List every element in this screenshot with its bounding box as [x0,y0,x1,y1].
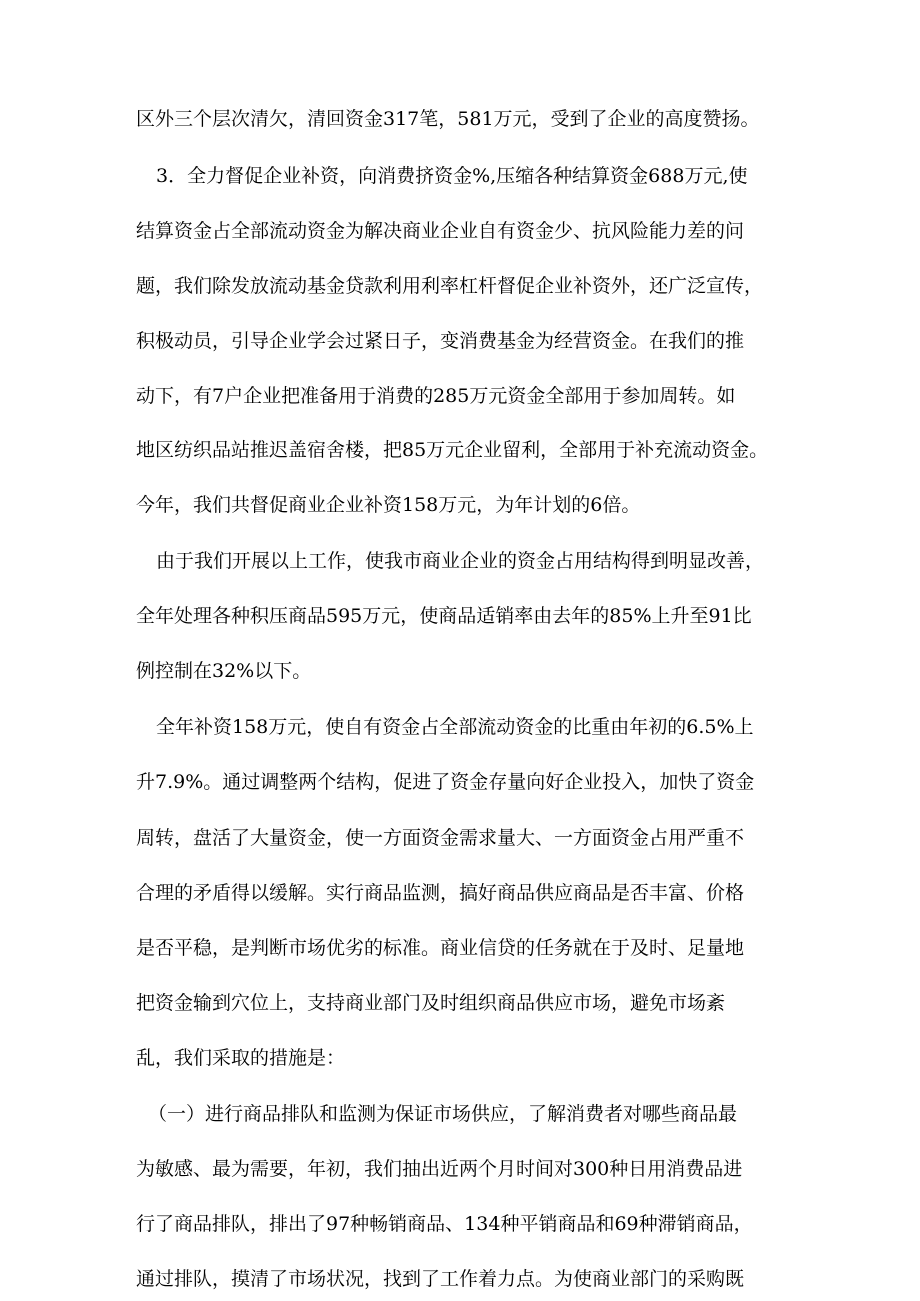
text-line: 题，我们除发放流动基金贷款利用利率杠杆督促企业补资外，还广泛宣传， [136,275,764,297]
text-line: 周转，盘活了大量资金，使一方面资金需求量大、一方面资金占用严重不 [136,827,745,849]
text-line: 3．全力督促企业补资，向消费挤资金%,压缩各种结算资金688万元,使 [156,165,748,187]
text-line: 为敏感、最为需要，年初，我们抽出近两个月时间对300种日用消费品进 [136,1158,743,1180]
text-line: 地区纺织品站推迟盖宿舍楼，把85万元企业留利，全部用于补充流动资金。 [136,439,769,461]
text-line: 结算资金占全部流动资金为解决商业企业自有资金少、抗风险能力差的问 [136,220,745,242]
text-line: 全年补资158万元，使自有资金占全部流动资金的比重由年初的6.5%上 [156,716,754,738]
text-line: 通过排队，摸清了市场状况，找到了工作着力点。为使商业部门的采购既 [136,1268,745,1290]
text-line: 动下，有7户企业把准备用于消费的285万元资金全部用于参加周转。如 [136,385,736,407]
text-line: 合理的矛盾得以缓解。实行商品监测，搞好商品供应商品是否丰富、价格 [136,882,745,904]
text-line: （一）进行商品排队和监测为保证市场供应，了解消费者对哪些商品最 [148,1103,738,1125]
text-line: 乱，我们采取的措施是： [136,1047,346,1069]
text-line: 是否平稳，是判断市场优劣的标准。商业信贷的任务就在于及时、足量地 [136,937,745,959]
text-line: 例控制在32%以下。 [136,660,312,682]
text-line: 升7.9%。通过调整两个结构，促进了资金存量向好企业投入，加快了资金 [136,771,755,793]
text-line: 积极动员，引导企业学会过紧日子，变消费基金为经营资金。在我们的推 [136,330,745,352]
text-line: 今年，我们共督促商业企业补资158万元，为年计划的6倍。 [136,494,641,516]
text-line: 区外三个层次清欠，清回资金317笔，581万元，受到了企业的高度赞扬。 [136,108,760,130]
text-line: 把资金输到穴位上，支持商业部门及时组织商品供应市场，避免市场紊 [136,992,726,1014]
text-line: 行了商品排队，排出了97种畅销商品、134种平销商品和69种滞销商品， [136,1213,753,1235]
text-line: 全年处理各种积压商品595万元，使商品适销率由去年的85%上升至91比 [136,605,752,627]
text-line: 由于我们开展以上工作，使我市商业企业的资金占用结构得到明显改善， [156,550,765,572]
